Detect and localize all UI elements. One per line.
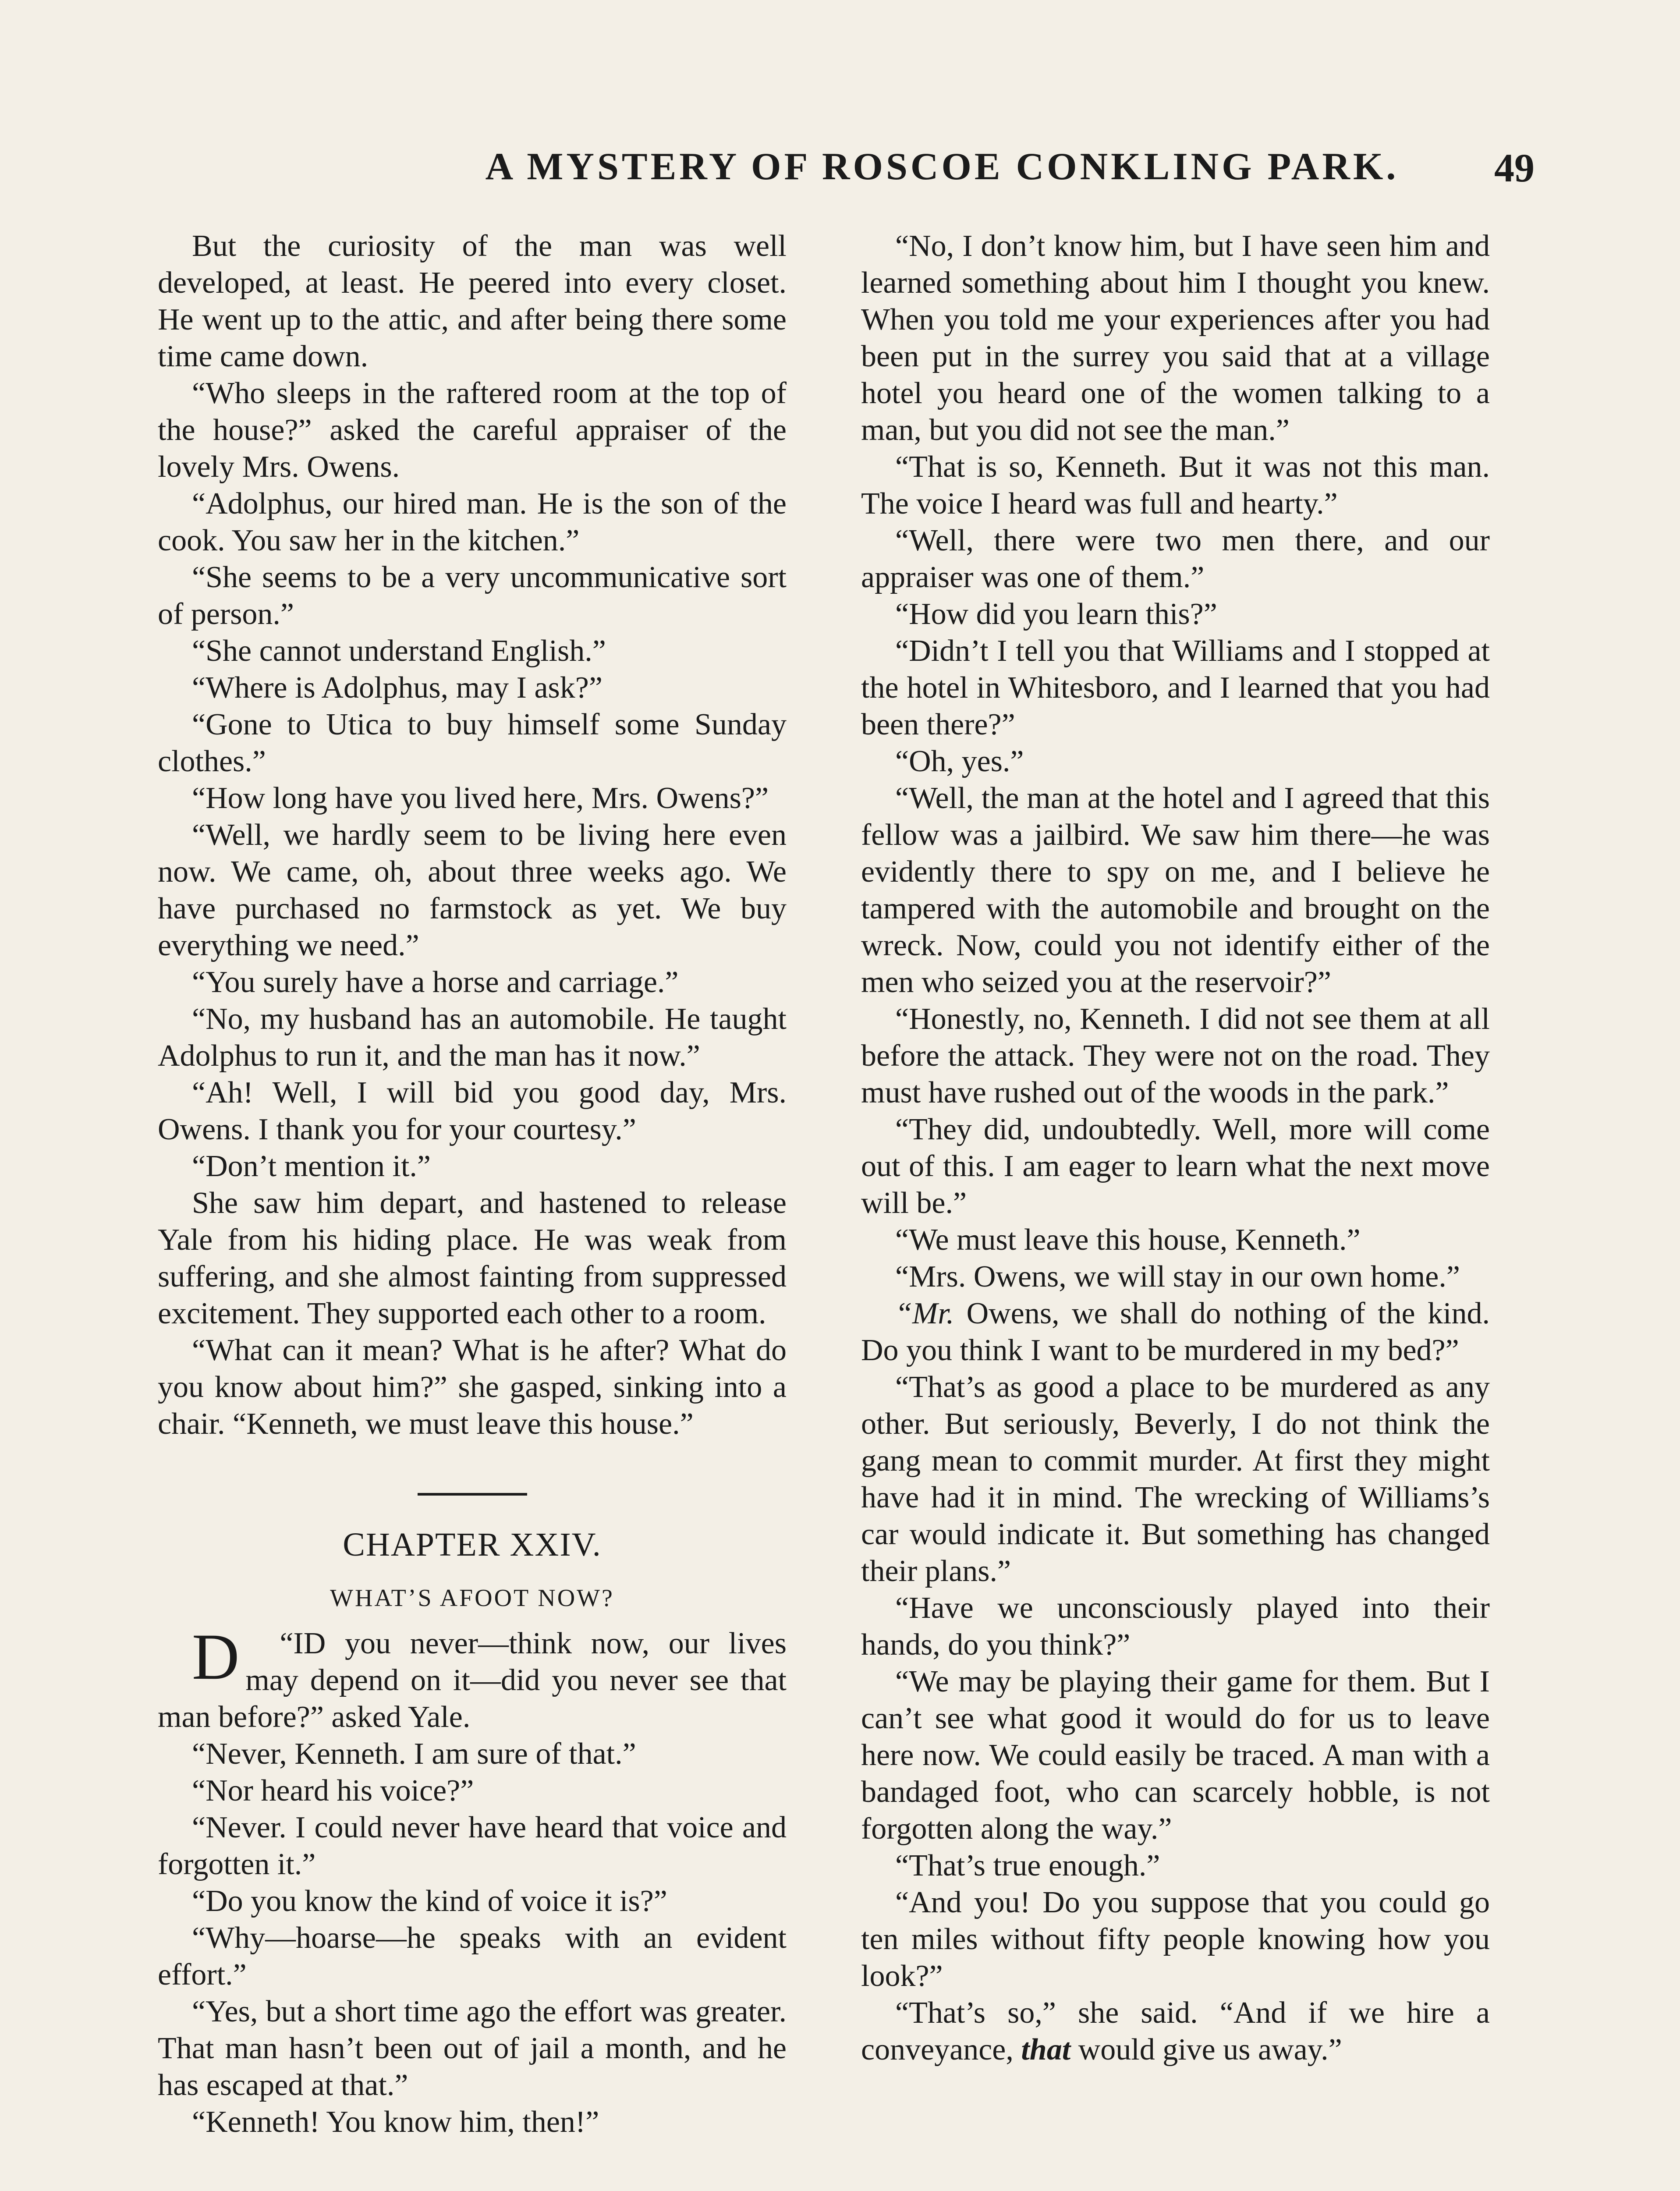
- chapter-opening-paragraph: [158, 1620, 787, 1736]
- italic-lead: “Mr.: [895, 1297, 954, 1330]
- left-paragraphs-after: [158, 1736, 787, 2141]
- paragraph: “Who sleeps in the raftered room at the top of the house?” asked the careful appraiser of the lovely Mrs. Owens.: [158, 376, 787, 484]
- italic-emphasis: that: [1021, 2033, 1071, 2067]
- paragraph: “Mrs. Owens, we will stay in our own home.”: [895, 1260, 1460, 1294]
- paragraph: “Adolphus, our hired man. He is the son of the cook. You saw her in the kitchen.”: [158, 487, 787, 557]
- paragraph: “How did you learn this?”: [895, 597, 1217, 631]
- paragraph: [861, 1295, 1490, 1369]
- paragraph: “Yes, but a short time ago the effort was greater. That man hasn’t been out of jail a month, and he has escaped at that.”: [158, 1995, 787, 2102]
- paragraph: She saw him depart, and hastened to release Yale from his hiding place. He was weak from suffering, and she almost fainting from suppressed excitement. They supported each other to a room.: [158, 1186, 787, 1330]
- paragraph: “Kenneth! You know him, then!”: [192, 2105, 599, 2139]
- paragraph: “Gone to Utica to buy himself some Sunday clothes.”: [158, 708, 787, 778]
- left-paragraphs-before: [158, 228, 787, 1443]
- right-paragraphs: [861, 228, 1490, 1295]
- chapter-title: CHAPTER XXIV.: [343, 1526, 602, 1563]
- paragraph: “Nor heard his voice?”: [192, 1774, 474, 1808]
- paragraph: “She cannot understand English.”: [192, 634, 606, 668]
- opening-quote: “: [280, 1627, 294, 1660]
- paragraph: “You surely have a horse and carriage.”: [192, 965, 679, 999]
- paragraph: “Where is Adolphus, may I ask?”: [192, 671, 603, 705]
- paragraph: “Never, Kenneth. I am sure of that.”: [192, 1737, 636, 1771]
- paragraph: “That’s true enough.”: [895, 1849, 1160, 1883]
- paragraph: “And you! Do you suppose that you could go ten miles without fifty people knowing how you look?”: [861, 1886, 1490, 1993]
- right-column: [861, 228, 1490, 2068]
- paragraph: “No, my husband has an automobile. He taught Adolphus to run it, and the man has it now.”: [158, 1002, 787, 1073]
- paragraph: [861, 1995, 1490, 2068]
- drop-cap: D: [192, 1620, 240, 1693]
- paragraph-text: “That’s so,” she said. “And if we hire a conveyance,: [861, 1996, 1490, 2067]
- paragraph: “She seems to be a very uncommunicative sort of person.”: [158, 560, 787, 631]
- paragraph-text: Owens, we shall do nothing of the kind. Do you think I want to be murdered in my bed?”: [861, 1297, 1490, 1367]
- paragraph: “Do you know the kind of voice it is?”: [192, 1884, 667, 1918]
- paragraph: “No, I don’t know him, but I have seen him and learned something about him I thought you knew. When you told me your experiences after you had been put in the surrey you said that at a village hotel you heard one of the women talking to a man, but you did not see the man.”: [861, 229, 1490, 447]
- paragraph: “Oh, yes.”: [895, 745, 1024, 778]
- paragraph: “That’s as good a place to be murdered as any other. But seriously, Beverly, I do not think the gang mean to commit murder. At first they might have had it in mind. The wrecking of Williams’s car would indicate it. But something has changed their plans.”: [861, 1370, 1490, 1588]
- paragraph: But the curiosity of the man was well developed, at least. He peered into every closet. He went up to the attic, and after being there some time came down.: [158, 229, 787, 373]
- chapter-divider: [418, 1493, 527, 1496]
- paragraph: “That is so, Kenneth. But it was not this man. The voice I heard was full and hearty.”: [861, 450, 1490, 521]
- right-paragraphs-mid: [861, 1369, 1490, 1995]
- paragraph: “Well, the man at the hotel and I agreed that this fellow was a jailbird. We saw him there—he was evidently there to spy on me, and I believe he tampered with the automobile and brought on the wreck. Now, could you not identify either of the men who seized you at the reservoir?”: [861, 781, 1490, 999]
- paragraph: “Don’t mention it.”: [192, 1149, 431, 1183]
- paragraph-text: would give us away.”: [1070, 2033, 1342, 2067]
- opening-text: ID you never—think now, our lives may depend on it—did you never see that man before?” asked Yale.: [158, 1627, 787, 1734]
- chapter-subtitle: WHAT’S AFOOT NOW?: [330, 1585, 614, 1612]
- left-column: [158, 228, 787, 2141]
- paragraph: “How long have you lived here, Mrs. Owens?”: [192, 781, 769, 815]
- paragraph: “They did, undoubtedly. Well, more will come out of this. I am eager to learn what the next move will be.”: [861, 1113, 1490, 1220]
- paragraph: “Why—hoarse—he speaks with an evident effort.”: [158, 1921, 787, 1992]
- paragraph: “Honestly, no, Kenneth. I did not see them at all before the attack. They were not on the road. They must have rushed out of the woods in the park.”: [861, 1002, 1490, 1110]
- paragraph: “We must leave this house, Kenneth.”: [895, 1223, 1361, 1257]
- paragraph: “What can it mean? What is he after? What do you know about him?” she gasped, sinking into a chair. “Kenneth, we must leave this house.”: [158, 1333, 787, 1441]
- paragraph: “Well, we hardly seem to be living here even now. We came, oh, about three weeks ago. We have purchased no farmstock as yet. We buy everything we need.”: [158, 818, 787, 962]
- paragraph: “Never. I could never have heard that voice and forgotten it.”: [158, 1811, 787, 1881]
- paragraph: “Ah! Well, I will bid you good day, Mrs. Owens. I thank you for your courtesy.”: [158, 1076, 787, 1146]
- paragraph: “Have we unconsciously played into their hands, do you think?”: [861, 1591, 1490, 1662]
- page-number: 49: [1494, 145, 1535, 190]
- running-header: A MYSTERY OF ROSCOE CONKLING PARK.: [485, 145, 1399, 188]
- paragraph: “Well, there were two men there, and our appraiser was one of them.”: [861, 524, 1490, 594]
- paragraph: “Didn’t I tell you that Williams and I stopped at the hotel in Whitesboro, and I learned that you had been there?”: [861, 634, 1490, 741]
- paragraph: “We may be playing their game for them. But I can’t see what good it would do for us to leave here now. We could easily be traced. A man with a bandaged foot, who can scarcely hobble, is not forgotten along the way.”: [861, 1665, 1490, 1846]
